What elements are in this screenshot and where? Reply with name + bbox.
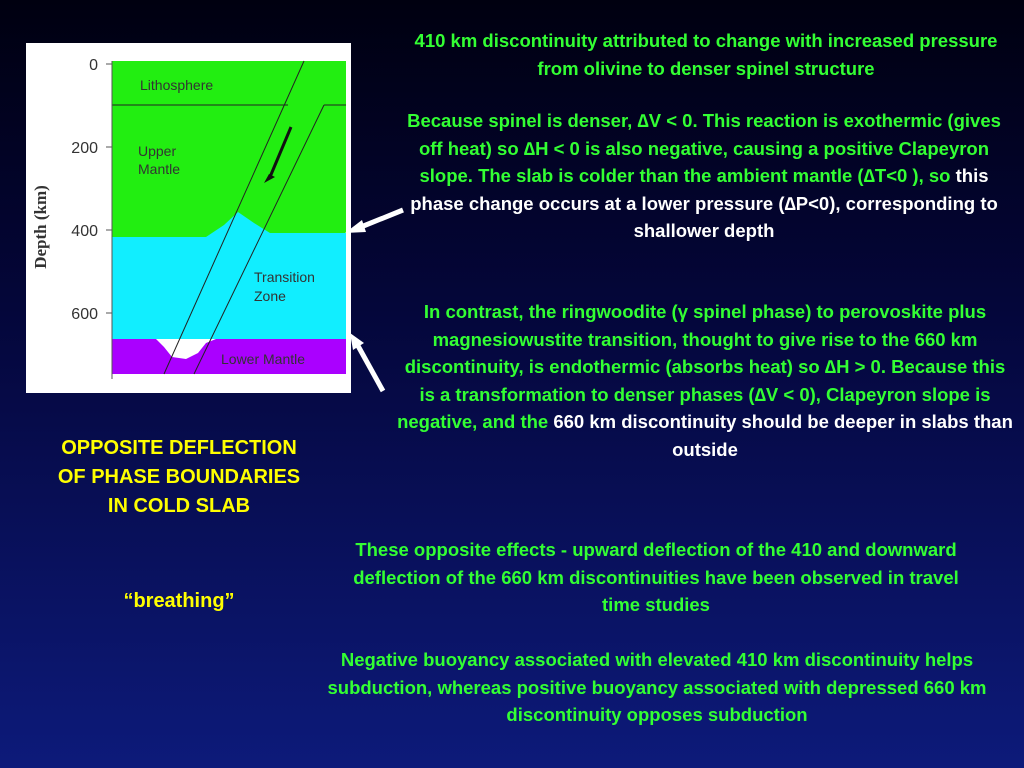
paragraph-410-text: 410 km discontinuity attributed to change with increased pressure from olivine to denser spinel structure bbox=[414, 30, 998, 79]
side-title-line2: OF PHASE BOUNDARIES bbox=[57, 466, 301, 488]
paragraph-buoyancy bbox=[326, 646, 988, 729]
breathing-label: “breathing” bbox=[123, 590, 235, 612]
paragraph-ringwoodite-white-text: 660 km discontinuity should be deeper in slabs than outside bbox=[553, 411, 1013, 460]
mantle-diagram-svg bbox=[26, 43, 351, 393]
y-tick-label-600: 600 bbox=[71, 306, 98, 323]
paragraph-spinel-white-text: this phase change occurs at a lower pressure (∆P<0), corresponding to shallower depth bbox=[410, 165, 998, 241]
mantle-cross-section-figure bbox=[26, 43, 351, 393]
paragraph-spinel-green-text: Because spinel is denser, ∆V < 0. This reaction is exothermic (gives off heat) so ∆H < 0 is also negative, causing a positive Clapeyron slope. The slab is colder than the ambient mantle (∆T<0 ), so bbox=[407, 110, 1001, 186]
arrow-to-660 bbox=[350, 333, 383, 391]
transition-zone-label-line1: Transition bbox=[254, 269, 315, 285]
paragraph-buoyancy-text: Negative buoyancy associated with elevated 410 km discontinuity helps subduction, whereas positive buoyancy associated with depressed 660 km discontinuity opposes subduction bbox=[327, 649, 987, 725]
paragraph-opposite-effects-text: These opposite effects - upward deflection of the 410 and downward deflection of the 660 km discontinuities have been observed in travel time studies bbox=[353, 539, 959, 615]
y-tick-label-200: 200 bbox=[71, 140, 98, 157]
lithosphere-label: Lithosphere bbox=[140, 77, 214, 93]
paragraph-ringwoodite bbox=[395, 298, 1015, 463]
paragraph-opposite-effects bbox=[336, 536, 976, 619]
arrow-to-410 bbox=[345, 210, 403, 233]
side-title bbox=[14, 434, 344, 521]
side-title-line1: OPPOSITE DEFLECTION bbox=[61, 437, 297, 459]
paragraph-ringwoodite-green-text: In contrast, the ringwoodite (γ spinel phase) to perovoskite plus magnesiowustite transition, thought to give rise to the 660 km discontinuity, is endothermic (absorbs heat) so ∆H > 0. Because this is a transformation to denser phases (∆V < 0), Clapeyron slope is negative, and the bbox=[397, 301, 1006, 432]
y-axis-title: Depth (km) bbox=[31, 185, 50, 269]
paragraph-spinel-density bbox=[398, 107, 1010, 245]
transition-zone-label-line2: Zone bbox=[254, 288, 286, 304]
paragraph-410-discontinuity bbox=[395, 27, 1017, 82]
upper-mantle-label-line1: Upper bbox=[138, 143, 177, 159]
side-title-line3: IN COLD SLAB bbox=[107, 495, 251, 517]
upper-mantle-label-line2: Mantle bbox=[138, 161, 181, 177]
lower-mantle-label: Lower Mantle bbox=[221, 351, 306, 367]
y-tick-label-400: 400 bbox=[71, 223, 98, 240]
y-tick-label-0: 0 bbox=[89, 57, 98, 74]
